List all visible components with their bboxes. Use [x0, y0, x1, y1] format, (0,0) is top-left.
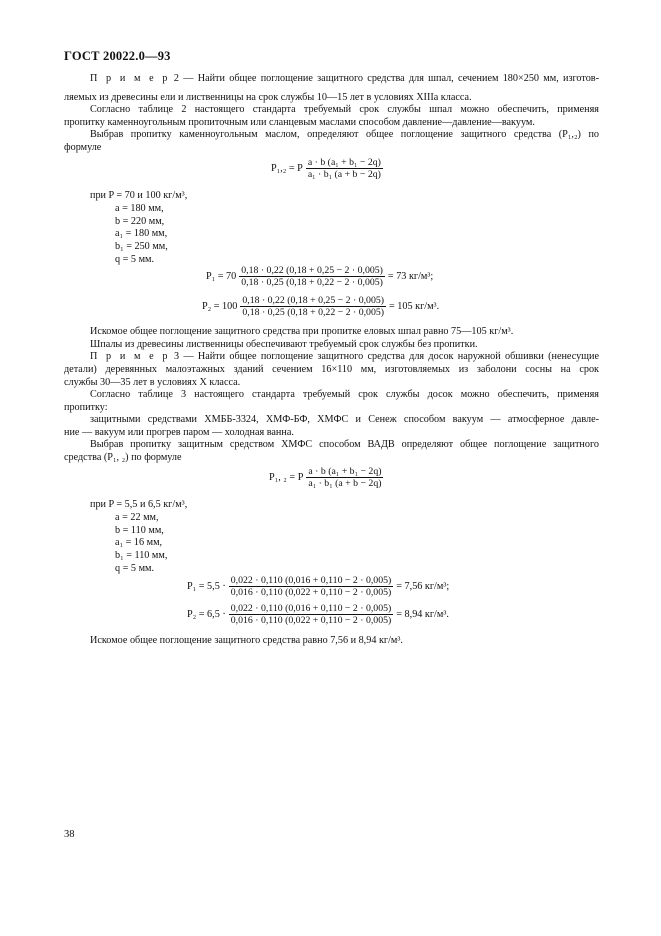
calc1-p1-numerator: 0,18 · 0,22 (0,18 + 0,25 − 2 · 0,005) [241, 265, 383, 276]
result1-line1: Искомое общее поглощение защитного средства при пропитке еловых шпал равно 75—105 кг/м³. [90, 326, 514, 337]
calc1-p1 [203, 265, 436, 288]
calc1-p2 [199, 295, 442, 318]
params1-b: b = 220 мм, [115, 216, 165, 227]
calc2-p2-fraction [229, 603, 394, 626]
params1-a: a = 180 мм, [115, 203, 164, 214]
example3-para2-line2: пропитку: [64, 402, 108, 413]
formula-numerator: a · b (a₁ + b₁ − 2q) [307, 157, 381, 168]
formula2-fraction [306, 466, 383, 489]
calc1-p1-result: = 73 кг/м³; [387, 271, 434, 282]
example3-para4-line2: средства (P₁, ₂) по формуле [64, 452, 182, 463]
calc2-p1-numerator: 0,022 · 0,110 (0,016 + 0,110 − 2 · 0,005) [230, 575, 392, 586]
calc2-p2-lhs: P₂ = 6,5 · [187, 609, 226, 620]
page-header-title: ГОСТ 20022.0—93 [64, 49, 171, 63]
params2-b1: b₁ = 110 мм, [115, 550, 168, 561]
example3-line2: детали) деревянных малоэтажных зданий сечением 16×110 мм, изготовляемых из заболони сосны на срок [64, 364, 599, 375]
page-number: 38 [64, 829, 75, 840]
calc1-p2-numerator: 0,18 · 0,22 (0,18 + 0,25 − 2 · 0,005) [242, 295, 385, 306]
example2-line1-text: 2 — Найти общее поглощение защитного средства для шпал, сечением 180×250 мм, изготов- [169, 73, 600, 84]
result1-line2: Шпалы из древесины лиственницы обеспечивают требуемый срок службы без пропитки. [90, 339, 478, 350]
example3-para3-line2: ние — вакуум или прогрев паром — холодная ванна. [64, 427, 294, 438]
params2-a1: a₁ = 16 мм, [115, 537, 163, 548]
calc2-p1 [184, 575, 452, 598]
example3-line1 [90, 351, 599, 364]
calc1-p1-fraction [239, 265, 385, 288]
calc2-p1-fraction [229, 575, 394, 598]
formula2-numerator: a · b (a₁ + b₁ − 2q) [308, 466, 382, 477]
example3-para3-line1: защитными средствами ХМББ-3324, ХМФ-БФ, ХМФС и Сенеж способом вакуум — атмосферное давле- [90, 414, 599, 425]
params1-b1: b₁ = 250 мм, [115, 241, 168, 252]
params1-p: при P = 70 и 100 кг/м³, [90, 190, 188, 201]
formula2-denominator: a₁ · b₁ (a + b − 2q) [308, 478, 382, 489]
calc1-p2-fraction [240, 295, 386, 318]
formula2-lhs: P₁, ₂ = P [269, 472, 304, 483]
example2-para2-line1: Согласно таблице 2 настоящего стандарта требуемый срок службы шпал можно обеспечить, применяя [90, 104, 599, 115]
calc1-p2-lhs: P₂ = 100 [202, 301, 238, 312]
example2-para3-line2: формуле [64, 142, 102, 153]
example2-line2: ляемых из древесины ели и лиственницы на срок службы 10—15 лет в условиях XIIIа класса. [64, 92, 472, 103]
params2-b: b = 110 мм, [115, 525, 164, 536]
calc2-p2-numerator: 0,022 · 0,110 (0,016 + 0,110 − 2 · 0,005) [230, 603, 392, 614]
calc1-p2-result: = 105 кг/м³. [389, 301, 440, 312]
formula-denominator: a₁ · b₁ (a + b − 2q) [307, 169, 381, 180]
calc2-p1-denominator: 0,016 · 0,110 (0,022 + 0,110 − 2 · 0,005) [230, 587, 392, 598]
example3-label: П р и м е р [90, 351, 170, 362]
calc2-p2 [184, 603, 452, 626]
calc1-p2-denominator: 0,18 · 0,25 (0,18 + 0,22 − 2 · 0,005) [242, 307, 385, 318]
example3-line1-text: 3 — Найти общее поглощение защитного средства для досок наружной обшивки (ненесущие [169, 351, 599, 362]
formula-main [268, 157, 383, 180]
calc2-p1-result: = 7,56 кг/м³; [396, 581, 450, 592]
result2-line1: Искомое общее поглощение защитного средства равно 7,56 и 8,94 кг/м³. [90, 635, 403, 646]
formula-lhs: P₁,₂ = P [271, 163, 303, 174]
calc1-p1-denominator: 0,18 · 0,25 (0,18 + 0,22 − 2 · 0,005) [241, 277, 383, 288]
params2-q: q = 5 мм. [115, 563, 155, 574]
calc2-p2-denominator: 0,016 · 0,110 (0,022 + 0,110 − 2 · 0,005) [230, 615, 392, 626]
params1-a1: a₁ = 180 мм, [115, 228, 168, 239]
example3-para4-line1: Выбрав пропитку защитным средством ХМФС способом ВАДВ определяют общее поглощение защитного [90, 439, 599, 450]
params2-p: при P = 5,5 и 6,5 кг/м³, [90, 499, 188, 510]
calc2-p2-result: = 8,94 кг/м³. [396, 609, 449, 620]
example2-line1 [90, 73, 599, 86]
calc2-p1-lhs: P₁ = 5,5 · [187, 581, 226, 592]
example2-para3-line1: Выбрав пропитку каменноугольным маслом, определяют общее поглощение защитного средства (P₁,₂) по [90, 129, 599, 140]
example2-para2-line2: пропитку каменноугольным пропиточным или сланцевым маслами способом давление—давление—вакуум. [64, 117, 535, 128]
params1-q: q = 5 мм. [115, 254, 155, 265]
params2-a: a = 22 мм, [115, 512, 159, 523]
example3-para2-line1: Согласно таблице 3 настоящего стандарта требуемый срок службы досок можно обеспечить, применяя [90, 389, 599, 400]
formula2-main [266, 466, 383, 489]
example3-line3: службы 30—35 лет в условиях X класса. [64, 377, 241, 388]
calc1-p1-lhs: P₁ = 70 [206, 271, 237, 282]
formula-fraction [306, 157, 383, 180]
example2-label: П р и м е р [90, 73, 170, 84]
